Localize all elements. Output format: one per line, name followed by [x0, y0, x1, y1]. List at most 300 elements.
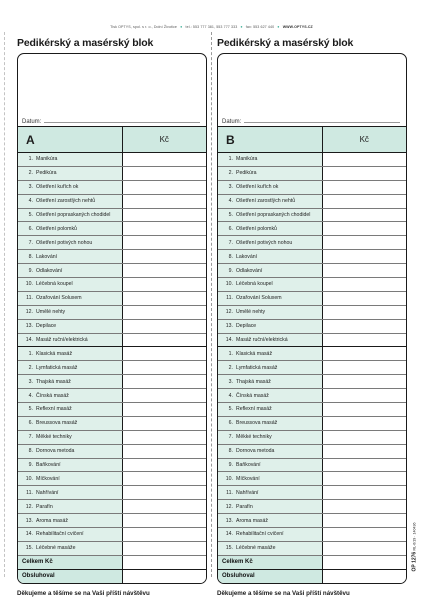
- service-row: [218, 291, 406, 305]
- service-label: [218, 347, 322, 361]
- price-cell[interactable]: [322, 361, 406, 375]
- service-label: [218, 528, 322, 542]
- service-name: Odlakování: [36, 267, 63, 274]
- service-number: 3.: [228, 378, 233, 385]
- service-label: [18, 458, 122, 472]
- product-code-detail: RL-6/19 · 140436: [412, 522, 417, 551]
- service-label: [18, 416, 122, 430]
- price-cell[interactable]: [322, 444, 406, 458]
- service-name: Rehabilitační cvičení: [36, 531, 84, 538]
- service-label: [18, 361, 122, 375]
- service-number: 5.: [28, 406, 33, 413]
- service-number: 10.: [25, 281, 33, 288]
- price-cell[interactable]: [322, 250, 406, 264]
- service-row: [218, 444, 406, 458]
- service-number: 11.: [226, 489, 233, 496]
- service-label: [18, 444, 122, 458]
- service-number: 13.: [225, 517, 233, 524]
- currency-header: Kč: [322, 127, 406, 153]
- service-name: Léčebná koupel: [236, 281, 273, 288]
- price-cell[interactable]: [122, 514, 206, 528]
- product-code-main: OP 1276: [411, 551, 418, 572]
- service-label: [218, 291, 322, 305]
- service-number: 12.: [25, 503, 33, 510]
- service-label: [218, 472, 322, 486]
- service-number: 3.: [28, 184, 33, 191]
- service-row: [218, 236, 406, 250]
- service-row: [18, 319, 206, 333]
- total-row: [218, 555, 406, 569]
- service-number: 11.: [226, 295, 233, 302]
- price-cell[interactable]: [322, 333, 406, 347]
- staff-label: Obsluhoval: [18, 569, 122, 583]
- price-cell[interactable]: [122, 444, 206, 458]
- service-name: Thajská masáž: [36, 378, 71, 385]
- service-row: [218, 528, 406, 542]
- service-number: 10.: [25, 475, 33, 482]
- service-row: [18, 208, 206, 222]
- service-label: [218, 375, 322, 389]
- service-name: Ošetření potivých nohou: [236, 239, 293, 246]
- price-cell[interactable]: [322, 403, 406, 417]
- service-row: [218, 430, 406, 444]
- staff-field[interactable]: [322, 569, 406, 583]
- service-name: Ošetření kuřích ok: [36, 184, 79, 191]
- service-row: [18, 514, 206, 528]
- price-cell[interactable]: [122, 180, 206, 194]
- stamp-area[interactable]: [18, 54, 206, 114]
- form-title: Pedikérský a masérský blok: [217, 37, 354, 49]
- service-name: Léčebné masáže: [236, 545, 276, 552]
- service-row: [218, 278, 406, 292]
- total-value[interactable]: [322, 555, 406, 569]
- service-number: 4.: [228, 198, 233, 205]
- service-number: 15.: [25, 545, 33, 552]
- service-name: Čínská masáž: [236, 392, 269, 399]
- service-name: Ošetření popraskaných chodidel: [236, 212, 311, 218]
- service-row: [218, 403, 406, 417]
- service-number: 7.: [28, 239, 33, 246]
- service-number: 8.: [228, 448, 233, 455]
- service-number: 9.: [28, 267, 33, 274]
- service-label: [218, 305, 322, 319]
- service-row: [18, 361, 206, 375]
- service-label: [218, 500, 322, 514]
- service-label: [18, 166, 122, 180]
- printer-web: WWW.OPTYS.CZ: [282, 25, 313, 29]
- date-row: [18, 114, 206, 127]
- form-box: [17, 53, 207, 584]
- service-name: Depilace: [36, 323, 57, 330]
- service-number: 13.: [25, 517, 33, 524]
- service-row: [218, 375, 406, 389]
- price-cell[interactable]: [122, 472, 206, 486]
- service-number: 2.: [28, 364, 33, 371]
- service-number: 14.: [25, 337, 33, 344]
- price-cell[interactable]: [322, 430, 406, 444]
- price-cell[interactable]: [122, 333, 206, 347]
- service-label: [18, 180, 122, 194]
- price-cell[interactable]: [322, 236, 406, 250]
- service-name: Breussova masáž: [236, 420, 278, 427]
- service-name: Léčebné masáže: [36, 545, 76, 552]
- service-name: Dornova metoda: [236, 448, 275, 455]
- price-cell[interactable]: [322, 208, 406, 222]
- service-row: [218, 361, 406, 375]
- service-number: 7.: [228, 239, 233, 246]
- price-cell[interactable]: [122, 305, 206, 319]
- bullet-icon: ●: [180, 25, 183, 29]
- form-letter: B: [218, 127, 322, 153]
- service-name: Lymfatická masáž: [236, 364, 278, 371]
- service-name: Lakování: [236, 253, 258, 260]
- service-label: [218, 236, 322, 250]
- service-row: [218, 166, 406, 180]
- price-cell[interactable]: [322, 500, 406, 514]
- service-number: 6.: [28, 225, 33, 232]
- service-number: 14.: [225, 531, 233, 538]
- service-row: [218, 305, 406, 319]
- service-label: [18, 264, 122, 278]
- price-cell[interactable]: [122, 458, 206, 472]
- service-row: [18, 500, 206, 514]
- service-name: Aroma masáž: [236, 517, 268, 524]
- price-cell[interactable]: [322, 264, 406, 278]
- service-row: [18, 347, 206, 361]
- price-cell[interactable]: [122, 264, 206, 278]
- service-label: [218, 319, 322, 333]
- price-cell[interactable]: [122, 319, 206, 333]
- service-label: [218, 444, 322, 458]
- service-number: 11.: [26, 489, 33, 496]
- service-label: [18, 250, 122, 264]
- service-name: Umělé nehty: [236, 309, 266, 316]
- service-row: [18, 222, 206, 236]
- service-number: 5.: [228, 406, 233, 413]
- thanks-note: Děkujeme a těšíme se na Vaši příští návštěvu: [17, 589, 150, 597]
- service-row: [218, 389, 406, 403]
- service-row: [18, 291, 206, 305]
- price-cell[interactable]: [322, 514, 406, 528]
- staff-row: [18, 569, 206, 583]
- service-number: 1.: [28, 156, 33, 163]
- service-number: 9.: [228, 462, 233, 469]
- service-row: [218, 541, 406, 555]
- bullet-icon: ●: [240, 25, 243, 29]
- printer-fax: fax: 553 627 440: [245, 25, 275, 29]
- service-row: [218, 500, 406, 514]
- service-label: [18, 208, 122, 222]
- service-row: [218, 180, 406, 194]
- service-name: Manikúra: [36, 156, 58, 163]
- service-label: [18, 305, 122, 319]
- total-label: Celkem Kč: [218, 555, 322, 569]
- service-number: 8.: [228, 253, 233, 260]
- service-row: [18, 194, 206, 208]
- service-number: 13.: [25, 323, 33, 330]
- price-cell[interactable]: [122, 486, 206, 500]
- price-cell[interactable]: [322, 278, 406, 292]
- total-row: [18, 555, 206, 569]
- service-label: [218, 278, 322, 292]
- service-name: Pedikúra: [236, 170, 257, 177]
- price-cell[interactable]: [122, 375, 206, 389]
- service-label: [218, 208, 322, 222]
- price-cell[interactable]: [322, 528, 406, 542]
- service-name: Nahřívání: [236, 489, 259, 496]
- service-row: [18, 528, 206, 542]
- service-table: [18, 127, 206, 583]
- price-cell[interactable]: [322, 375, 406, 389]
- service-label: [218, 264, 322, 278]
- service-number: 5.: [28, 212, 33, 218]
- printer-info: [0, 25, 423, 29]
- service-name: Klasická masáž: [36, 350, 73, 357]
- service-row: [218, 486, 406, 500]
- service-label: [18, 222, 122, 236]
- service-number: 9.: [28, 462, 33, 469]
- service-name: Měkké techniky: [236, 434, 272, 441]
- service-number: 3.: [28, 378, 33, 385]
- service-label: [218, 403, 322, 417]
- service-name: Ozařování Soluxem: [236, 295, 282, 302]
- stamp-area[interactable]: [218, 54, 406, 114]
- service-name: Ošetření zarostlých nehtů: [236, 198, 296, 205]
- service-number: 10.: [225, 475, 233, 482]
- service-label: [18, 430, 122, 444]
- table-header: [18, 127, 206, 153]
- price-cell[interactable]: [322, 416, 406, 430]
- price-cell[interactable]: [322, 291, 406, 305]
- service-number: 7.: [28, 434, 33, 441]
- total-label: Celkem Kč: [18, 555, 122, 569]
- service-row: [18, 444, 206, 458]
- service-name: Baňkování: [36, 462, 61, 469]
- service-label: [218, 166, 322, 180]
- service-label: [218, 541, 322, 555]
- currency-header: Kč: [122, 127, 206, 153]
- service-row: [18, 375, 206, 389]
- service-number: 7.: [228, 434, 233, 441]
- staff-field[interactable]: [122, 569, 206, 583]
- price-cell[interactable]: [322, 166, 406, 180]
- service-label: [218, 416, 322, 430]
- date-field[interactable]: [244, 122, 400, 123]
- service-name: Ošetření potivých nohou: [36, 239, 93, 246]
- bullet-icon: ●: [277, 25, 280, 29]
- service-row: [18, 541, 206, 555]
- service-row: [218, 319, 406, 333]
- service-label: [218, 486, 322, 500]
- price-cell[interactable]: [322, 389, 406, 403]
- price-cell[interactable]: [122, 236, 206, 250]
- service-name: Pedikúra: [36, 170, 57, 177]
- service-row: [18, 166, 206, 180]
- service-name: Manikúra: [236, 156, 258, 163]
- price-cell[interactable]: [122, 389, 206, 403]
- service-name: Odlakování: [236, 267, 263, 274]
- price-cell[interactable]: [122, 541, 206, 555]
- service-number: 6.: [228, 225, 233, 232]
- staff-row: [218, 569, 406, 583]
- price-cell[interactable]: [122, 500, 206, 514]
- price-cell[interactable]: [122, 347, 206, 361]
- service-number: 11.: [26, 295, 33, 302]
- service-label: [218, 333, 322, 347]
- price-cell[interactable]: [322, 486, 406, 500]
- service-number: 4.: [28, 392, 33, 399]
- service-label: [18, 319, 122, 333]
- price-cell[interactable]: [322, 541, 406, 555]
- price-cell[interactable]: [122, 194, 206, 208]
- service-name: Umělé nehty: [36, 309, 66, 316]
- date-row: [218, 114, 406, 127]
- service-number: 13.: [225, 323, 233, 330]
- price-cell[interactable]: [122, 291, 206, 305]
- service-row: [18, 458, 206, 472]
- service-name: Ošetření popraskaných chodidel: [36, 212, 111, 218]
- price-cell[interactable]: [122, 208, 206, 222]
- price-cell[interactable]: [322, 153, 406, 167]
- service-name: Depilace: [236, 323, 257, 330]
- date-field[interactable]: [44, 122, 200, 123]
- service-row: [218, 333, 406, 347]
- service-label: [18, 278, 122, 292]
- service-name: Míčkování: [236, 475, 260, 482]
- service-row: [18, 486, 206, 500]
- price-cell[interactable]: [122, 416, 206, 430]
- product-code: [412, 518, 420, 578]
- table-header: [218, 127, 406, 153]
- service-name: Čínská masáž: [36, 392, 69, 399]
- service-name: Baňkování: [236, 462, 261, 469]
- price-cell[interactable]: [322, 305, 406, 319]
- service-row: [218, 153, 406, 167]
- form-box: [217, 53, 407, 584]
- price-cell[interactable]: [122, 278, 206, 292]
- service-table: [218, 127, 406, 583]
- price-cell[interactable]: [322, 194, 406, 208]
- price-cell[interactable]: [122, 528, 206, 542]
- price-cell[interactable]: [122, 250, 206, 264]
- service-row: [218, 208, 406, 222]
- service-number: 2.: [28, 170, 33, 177]
- service-number: 12.: [25, 309, 33, 316]
- service-name: Ošetření kuřích ok: [236, 184, 279, 191]
- service-label: [18, 514, 122, 528]
- price-cell[interactable]: [122, 403, 206, 417]
- price-cell[interactable]: [122, 430, 206, 444]
- service-name: Parafín: [236, 503, 253, 510]
- service-number: 14.: [225, 337, 233, 344]
- service-label: [18, 486, 122, 500]
- service-label: [18, 153, 122, 167]
- service-number: 14.: [25, 531, 33, 538]
- thanks-note: Děkujeme a těšíme se na Vaši příští návštěvu: [217, 589, 350, 597]
- service-label: [18, 403, 122, 417]
- service-label: [18, 291, 122, 305]
- service-row: [218, 250, 406, 264]
- service-label: [18, 333, 122, 347]
- price-cell[interactable]: [322, 458, 406, 472]
- service-name: Lakování: [36, 253, 58, 260]
- price-cell[interactable]: [322, 319, 406, 333]
- service-name: Ošetření zarostlých nehtů: [36, 198, 96, 205]
- service-name: Léčebná koupel: [36, 281, 73, 288]
- price-cell[interactable]: [122, 153, 206, 167]
- service-row: [18, 472, 206, 486]
- service-number: 8.: [28, 448, 33, 455]
- service-number: 4.: [228, 392, 233, 399]
- staff-label: Obsluhoval: [218, 569, 322, 583]
- service-row: [218, 194, 406, 208]
- service-number: 1.: [28, 350, 33, 357]
- printer-company: Tisk OPTYS, spol. s r. o., Dolní Životice: [110, 25, 178, 29]
- perforation-left: [4, 32, 5, 577]
- service-number: 5.: [228, 212, 233, 218]
- service-label: [218, 361, 322, 375]
- perforation-divider: [211, 32, 212, 577]
- service-name: Ozařování Soluxem: [36, 295, 82, 302]
- service-name: Dornova metoda: [36, 448, 75, 455]
- service-name: Nahřívání: [36, 489, 59, 496]
- service-row: [18, 180, 206, 194]
- service-label: [18, 375, 122, 389]
- service-name: Aroma masáž: [36, 517, 68, 524]
- price-cell[interactable]: [322, 472, 406, 486]
- total-value[interactable]: [122, 555, 206, 569]
- price-cell[interactable]: [322, 180, 406, 194]
- service-label: [18, 472, 122, 486]
- date-label: Datum:: [22, 119, 42, 125]
- service-number: 12.: [225, 503, 233, 510]
- service-label: [18, 347, 122, 361]
- service-label: [18, 236, 122, 250]
- service-number: 4.: [28, 198, 33, 205]
- price-cell[interactable]: [122, 361, 206, 375]
- service-number: 2.: [228, 364, 233, 371]
- service-number: 2.: [228, 170, 233, 177]
- price-cell[interactable]: [122, 222, 206, 236]
- form-b: [217, 36, 407, 597]
- service-label: [18, 389, 122, 403]
- date-label: Datum:: [222, 119, 242, 125]
- service-row: [218, 514, 406, 528]
- service-row: [18, 416, 206, 430]
- service-row: [18, 403, 206, 417]
- service-number: 1.: [228, 156, 233, 163]
- service-row: [218, 347, 406, 361]
- price-cell[interactable]: [322, 347, 406, 361]
- form-a: [17, 36, 207, 597]
- service-number: 6.: [28, 420, 33, 427]
- service-name: Ošetření polomků: [36, 225, 77, 232]
- price-cell[interactable]: [322, 222, 406, 236]
- service-name: Lymfatická masáž: [36, 364, 78, 371]
- service-row: [218, 222, 406, 236]
- service-number: 10.: [225, 281, 233, 288]
- service-number: 3.: [228, 184, 233, 191]
- service-name: Rehabilitační cvičení: [236, 531, 284, 538]
- service-name: Parafín: [36, 503, 53, 510]
- service-row: [18, 305, 206, 319]
- service-label: [18, 541, 122, 555]
- service-label: [18, 194, 122, 208]
- service-number: 1.: [228, 350, 233, 357]
- service-name: Breussova masáž: [36, 420, 78, 427]
- service-row: [18, 153, 206, 167]
- price-cell[interactable]: [122, 166, 206, 180]
